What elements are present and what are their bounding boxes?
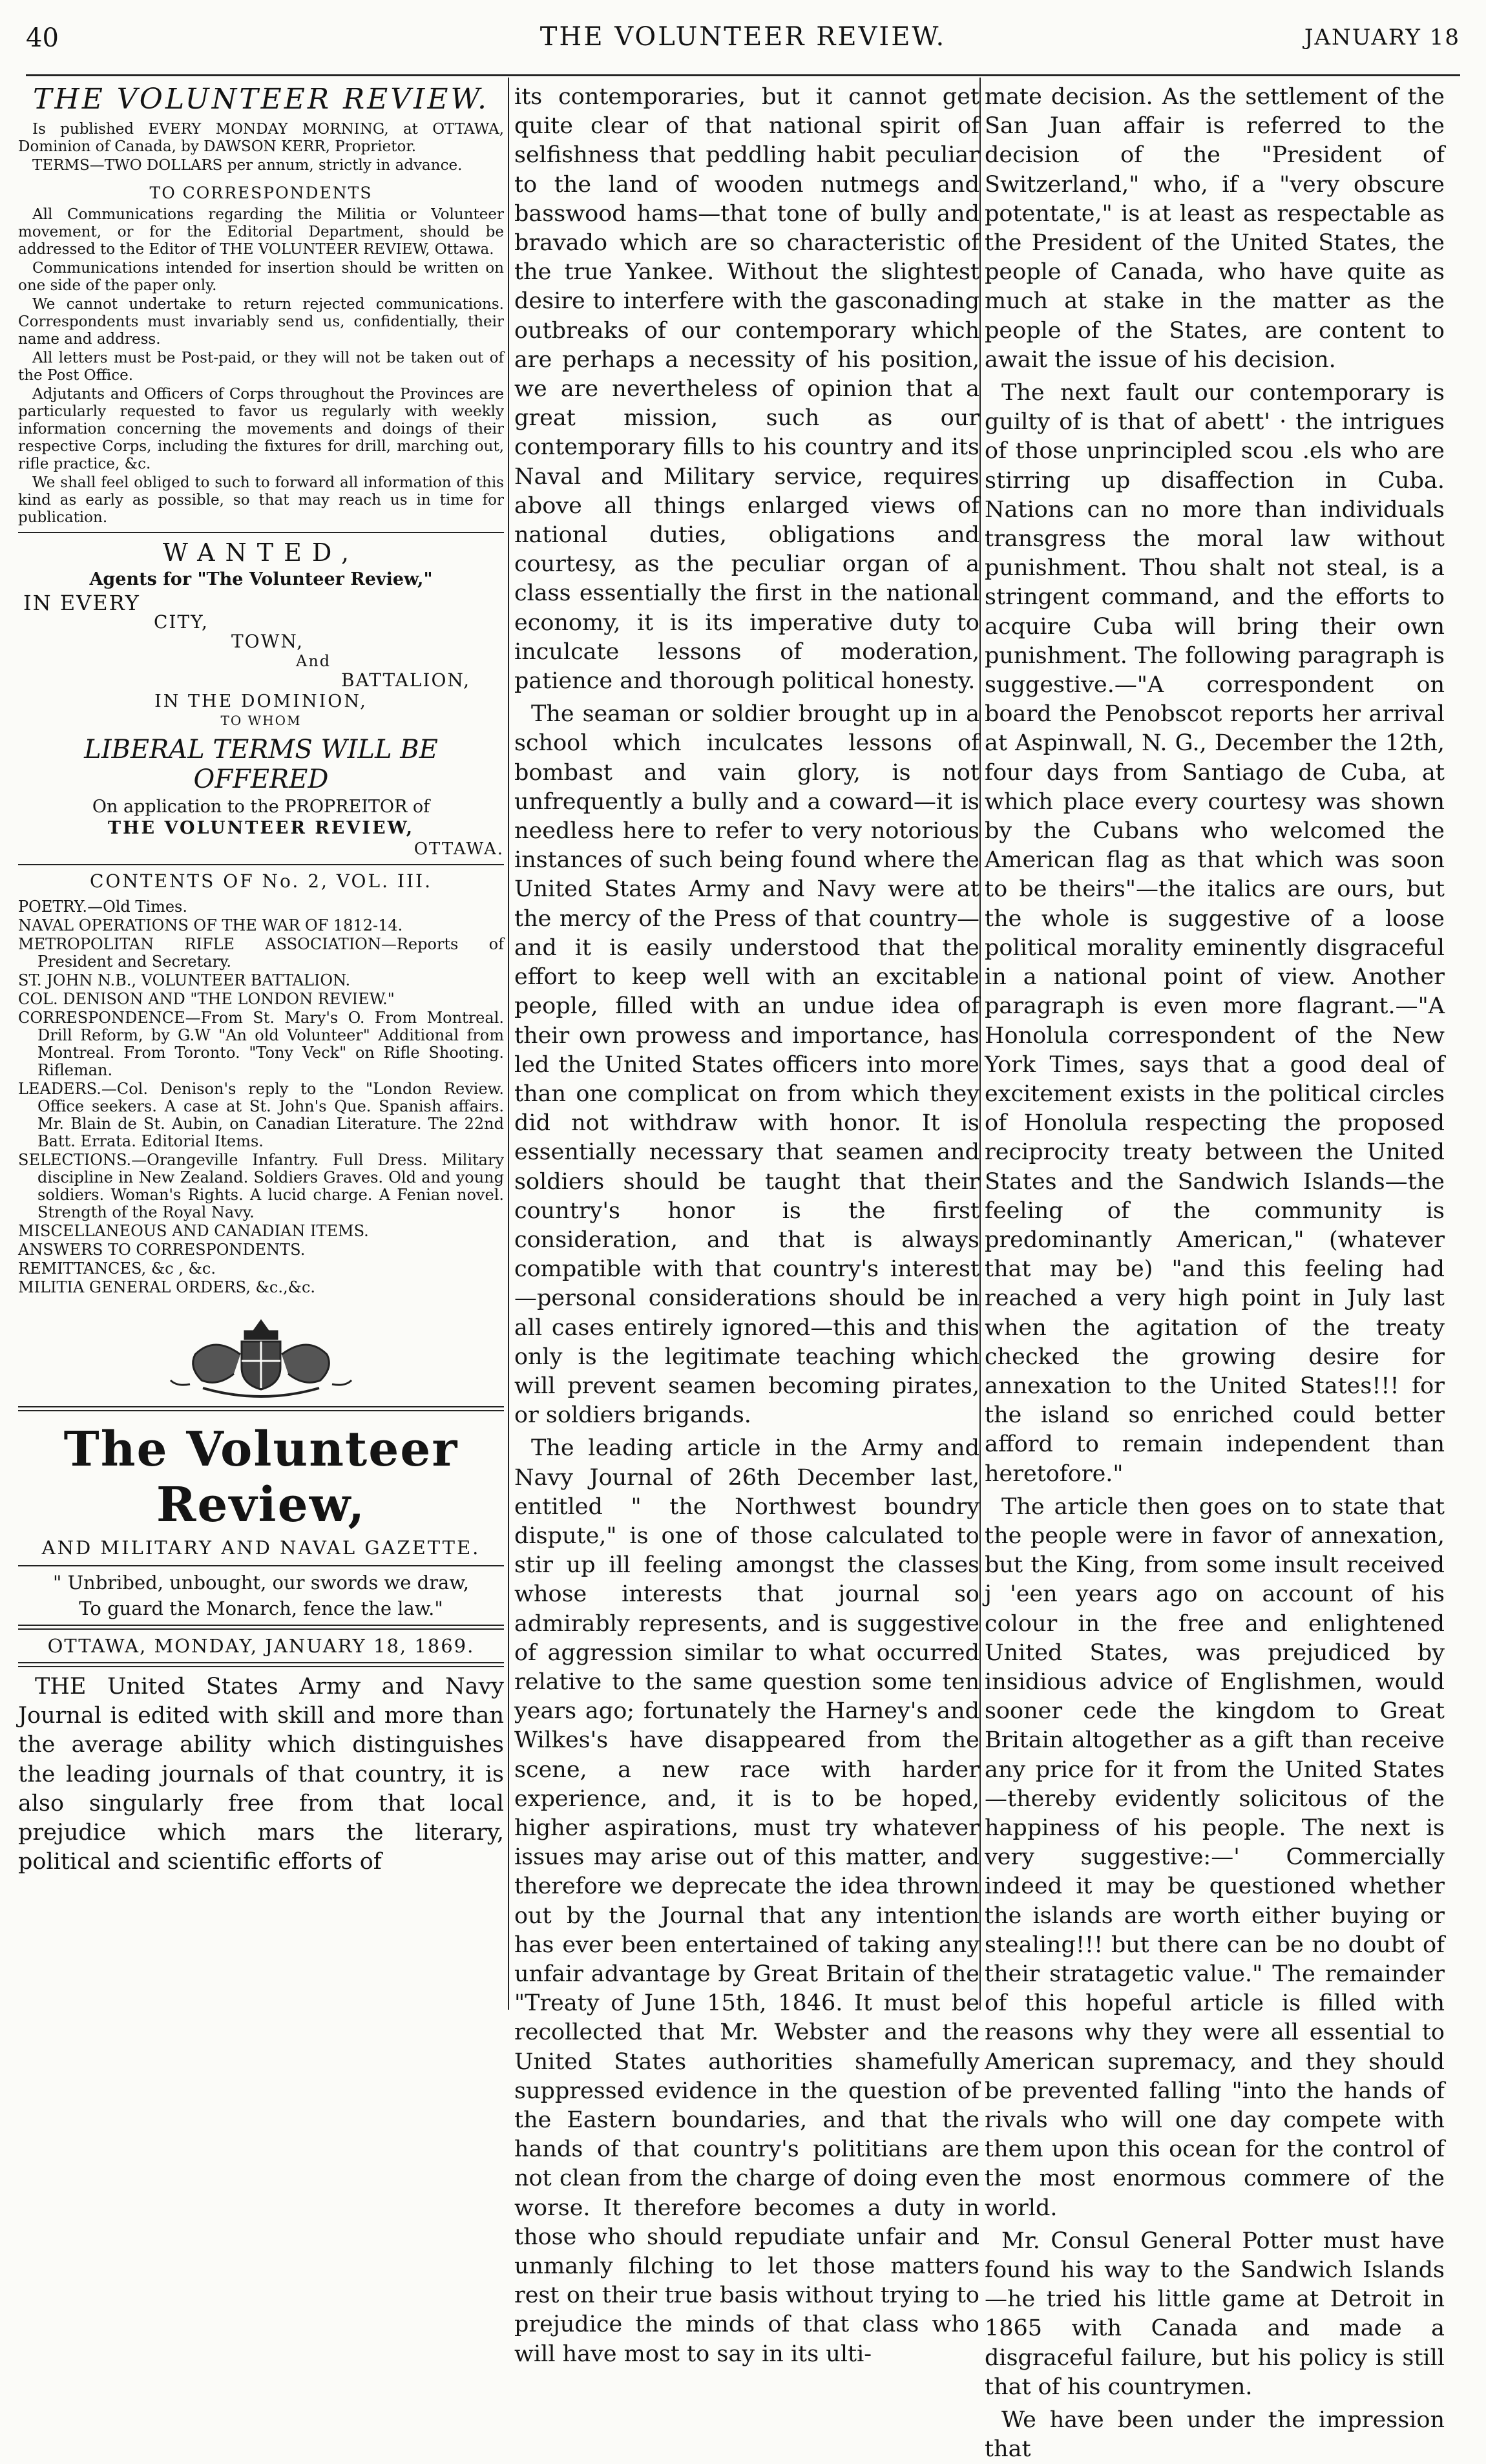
correspondents-paragraph: All Communications regarding the Militia or Volunteer movement, or for the Editorial Department, should be addressed to the Editor of THE VOLUNTEER REVIEW, Ottawa.: [18, 206, 504, 258]
contents-item: ST. JOHN N.B., VOLUNTEER BATTALION.: [18, 971, 351, 989]
contents-list: [18, 898, 504, 1296]
correspondents-paragraph: Communications intended for insertion should be written on one side of the paper only.: [18, 260, 504, 294]
wanted-title: WANTED,: [162, 538, 360, 567]
newspaper-subtitle: AND MILITARY AND NAVAL GAZETTE.: [41, 1537, 481, 1559]
correspondents-heading: TO CORRESPONDENTS: [149, 184, 373, 202]
contents-item: LEADERS.—Col. Denison's reply to the "London Review. Office seekers. A case at St. John's Que. Spanish affairs. Mr. Blain de St. Aubin, on Canadian Literature. The 22nd Batt. Errata. Editorial Items.: [18, 1080, 504, 1150]
article-paragraph: The next fault our contemporary is guilty of is that of abett' · the intrigues of those unprincipled scou .els who are stirring up disaffection in Cuba. Nations can no more than individuals transgress the moral law without punishment. Thou shalt not steal, is a stringent command, and the efforts to acquire Cuba will bring their own punishment. The following paragraph is suggestive.—"A correspondent on board the Penobscot reports her arrival at Aspinwall, N. G., December the 12th, four days from Santiago de Cuba, at which place every courtesy was shown by the Cubans who welcomed the American flag as that which was soon to be theirs"—the italics are ours, but the whole is suggestive of a loose political morality eminently disgraceful in a national point of view. Another paragraph is even more flagrant.—"A Honolula correspondent of the New York Times, says that a good deal of excitement exists in the political circles of Honolula respecting the proposed reciprocity treaty between the United States and the Sandwich Islands—the feeling of the community is predominantly American," (whatever that may be) "and this feeling had reached a very high point in July last when the agitation of the treaty checked the growing desire for annexation to the United States!!! for the island so enriched could better afford to remain independent than heretofore.": [985, 380, 1445, 1487]
contents-item: COL. DENISON AND "THE LONDON REVIEW.": [18, 990, 395, 1008]
correspondents-paragraph: Adjutants and Officers of Corps throughout the Provinces are particularly requested to favor us regularly with weekly information concerning the movements and doings of their respective Corps, including the fixtures for drill, marching out, rifle practice, &c.: [18, 386, 504, 472]
section-rule: [18, 1565, 504, 1566]
article-paragraph: Mr. Consul General Potter must have found his way to the Sandwich Islands—he tried his little game at Detroit in 1865 with Canada and made a disgraceful failure, but his policy is still that of his countrymen.: [985, 2227, 1445, 2400]
newspaper-title: The Volunteer Review,: [63, 1422, 459, 1533]
masthead-rule: [18, 1406, 504, 1411]
column-middle: [514, 83, 979, 2367]
contents-item: REMITTANCES, &c , &c.: [18, 1259, 216, 1278]
motto-line: " Unbribed, unbought, our swords we draw,: [53, 1572, 469, 1594]
correspondents-paragraph: We cannot undertake to return rejected communications. Correspondents must invariably send us, confidentially, their name and address.: [18, 296, 504, 348]
contents-item: SELECTIONS.—Orangeville Infantry. Full Dress. Military discipline in New Zealand. Soldiers Graves. Old and young soldiers. Woman's Rights. A lucid charge. A Fenian novel. Strength of the Royal Navy.: [18, 1151, 504, 1221]
article-paragraph: We have been under the impression that: [985, 2407, 1445, 2463]
column-left: [18, 83, 504, 2008]
section-rule: [18, 864, 504, 865]
wanted-battalion: BATTALION,: [341, 669, 471, 691]
contents-item: MILITIA GENERAL ORDERS, &c.,&c.: [18, 1278, 316, 1296]
dateline-rule: [18, 1662, 504, 1667]
correspondents-paragraph: All letters must be Post-paid, or they will not be taken out of the Post Office.: [18, 350, 504, 384]
wanted-agents: Agents for "The Volunteer Review,": [89, 569, 433, 589]
contents-item: ANSWERS TO CORRESPONDENTS.: [18, 1241, 306, 1259]
wanted-in-every: IN EVERY: [23, 591, 140, 615]
dateline: OTTAWA, MONDAY, JANUARY 18, 1869.: [47, 1635, 475, 1657]
article-paragraph: its contemporaries, but it cannot get quite clear of that national spirit of selfishness that peddling habit peculiar to the land of wooden nutmegs and basswood hams—that tone of bully and bravado which are so characteristic of the true Yankee. Without the slightest desire to interfere with the gasconading outbreaks of our contemporary which are perhaps a necessity of his position, we are nevertheless of opinion that a great mission, such as our contemporary fills to his country and its Naval and Military service, requires above all things enlarged views of national duties, obligations and courtesy, as the peculiar organ of a class essentially the first in the national economy, it is its imperative duty to inculcate lessons of moderation, patience and thorough political honesty.: [514, 84, 979, 695]
dateline-rule: [18, 1625, 504, 1630]
royal-crest-icon: [164, 1316, 358, 1400]
article-paragraph: The seaman or soldier brought up in a school which inculcates lessons of bombast and vain glory, is not unfrequently a bully and a coward—it is needless here to refer to very notorious instances of such being found where the United States Army and Navy were at the mercy of the Press of that country—and it is easily understood that the effort to keep well with an excitable people, filled with an undue idea of their own prowess and importance, has led the United States officers into more than one complicat on from which they did not withdraw with honor. It is essentially necessary that seamen and soldiers should be taught that their country's honor is the first consideration, and that is always compatible with that country's interest—personal considerations should be in all cases entirely ignored—this and this only is the legitimate teaching which will prevent seamen becoming pirates, or soldiers brigands.: [514, 701, 979, 1429]
wanted-to-whom: TO WHOM: [220, 713, 302, 728]
column-rule: [508, 78, 509, 2010]
wanted-paper-name: THE VOLUNTEER REVIEW,: [107, 818, 415, 838]
article-paragraph: The leading article in the Army and Navy Journal of 26th December last, entitled " the Northwest boundry dispute," is one of those calculated to stir up ill feeling amongst the classes whose interests that journal so admirably represents, and is suggestive of aggression similar to what occurred relative to the same question some ten years ago; fortunately the Harney's and Wilkes's have disappeared from the scene, a new race with harder experience, and, it is to be hoped, higher aspirations, must try whatever issues may arise out of this matter, and therefore we deprecate the idea thrown out by the Journal that any intention has ever been entertained of taking any unfair advantage by Great Britain of the "Treaty of June 15th, 1846. It must be recollected that Mr. Webster and the United States authorities shamefully suppressed evidence in the question of the Eastern boundaries, and that the hands of that country's polititians are not clean from the charge of doing even worse. It therefore becomes a duty in those who should repudiate unfair and unmanly filching to let those matters rest on their true basis without trying to prejudice the minds of that class who will have most to say in its ulti-: [514, 1435, 979, 2367]
wanted-liberal-terms: LIBERAL TERMS WILL BE OFFERED: [84, 735, 438, 794]
contents-item: CORRESPONDENCE—From St. Mary's O. From Montreal. Drill Reform, by G.W "An old Volunteer" Additional from Montreal. From Toronto. "Tony Veck" on Rifle Shooting. Rifleman.: [18, 1009, 504, 1079]
contents-item: MISCELLANEOUS AND CANADIAN ITEMS.: [18, 1222, 369, 1240]
wanted-dominion: IN THE DOMINION,: [154, 691, 368, 711]
running-title: THE VOLUNTEER REVIEW.: [539, 22, 947, 52]
header-rule: [26, 74, 1460, 76]
contents-heading: CONTENTS OF No. 2, VOL. III.: [90, 870, 432, 892]
page-number: 40: [26, 23, 59, 53]
publication-note: Is published EVERY MONDAY MORNING, at OTTAWA, Dominion of Canada, by DAWSON KERR, Proprietor.: [18, 121, 504, 155]
article-paragraph: mate decision. As the settlement of the San Juan affair is referred to the decision of the "President of Switzerland," who, if a "very obscure potentate," is at least as respectable as the President of the United States, the people of Canada, who have quite as much at stake in the matter as the people of the States, are content to await the issue of his decision.: [985, 84, 1445, 373]
correspondents-paragraph: We shall feel obliged to such to forward all information of this kind as early as possible, so that may reach us in time for publication.: [18, 474, 504, 526]
motto-line: To guard the Monarch, fence the law.": [79, 1597, 443, 1619]
wanted-ottawa: OTTAWA.: [413, 839, 504, 859]
wanted-city: CITY,: [154, 611, 209, 633]
running-date: JANUARY 18: [1304, 25, 1460, 50]
page-header: [26, 19, 1460, 71]
section-rule: [18, 532, 504, 533]
article-paragraph: The article then goes on to state that the people were in favor of annexation, but the King, from some insult received j 'een years ago on account of his colour in the free and enlightened United States, was prejudiced by insidious advice of Englishmen, would sooner cede the kingdom to Great Britain altogether as a gift than receive any price for it from the United States—thereby evidently solicitous of the happiness of his people. The next is very suggestive:—' Commercially indeed it may be questioned whether the islands are worth either buying or stealing!!! but there can be no doubt of their stratagetic value." The remainder of this hopeful article is filled with reasons why they were all essential to American supremacy, and they should be prevented falling "into the hands of rivals who will one day compete with them upon this ocean for the control of the most enormous commere of the world.: [985, 1493, 1445, 2221]
contents-item: POETRY.—Old Times.: [18, 898, 187, 916]
column-rule: [979, 78, 981, 2010]
contents-item: METROPOLITAN RIFLE ASSOCIATION—Reports of President and Secretary.: [18, 935, 504, 971]
wanted-and: And: [296, 652, 331, 670]
wanted-advertisement: [18, 538, 504, 859]
contents-item: NAVAL OPERATIONS OF THE WAR OF 1812-14.: [18, 916, 403, 934]
terms-note: TERMS—TWO DOLLARS per annum, strictly in advance.: [32, 157, 463, 174]
column-right: [985, 83, 1445, 2463]
masthead-title: THE VOLUNTEER REVIEW.: [32, 83, 490, 116]
wanted-town: TOWN,: [231, 631, 304, 652]
wanted-application: On application to the PROPREITOR of: [92, 797, 430, 817]
lead-paragraph: THE United States Army and Navy Journal is edited with skill and more than the average ability which distinguishes the leading journals of that country, it is also singularly free from that local prejudice which mars the literary, political and scientific efforts of: [18, 1674, 504, 1875]
